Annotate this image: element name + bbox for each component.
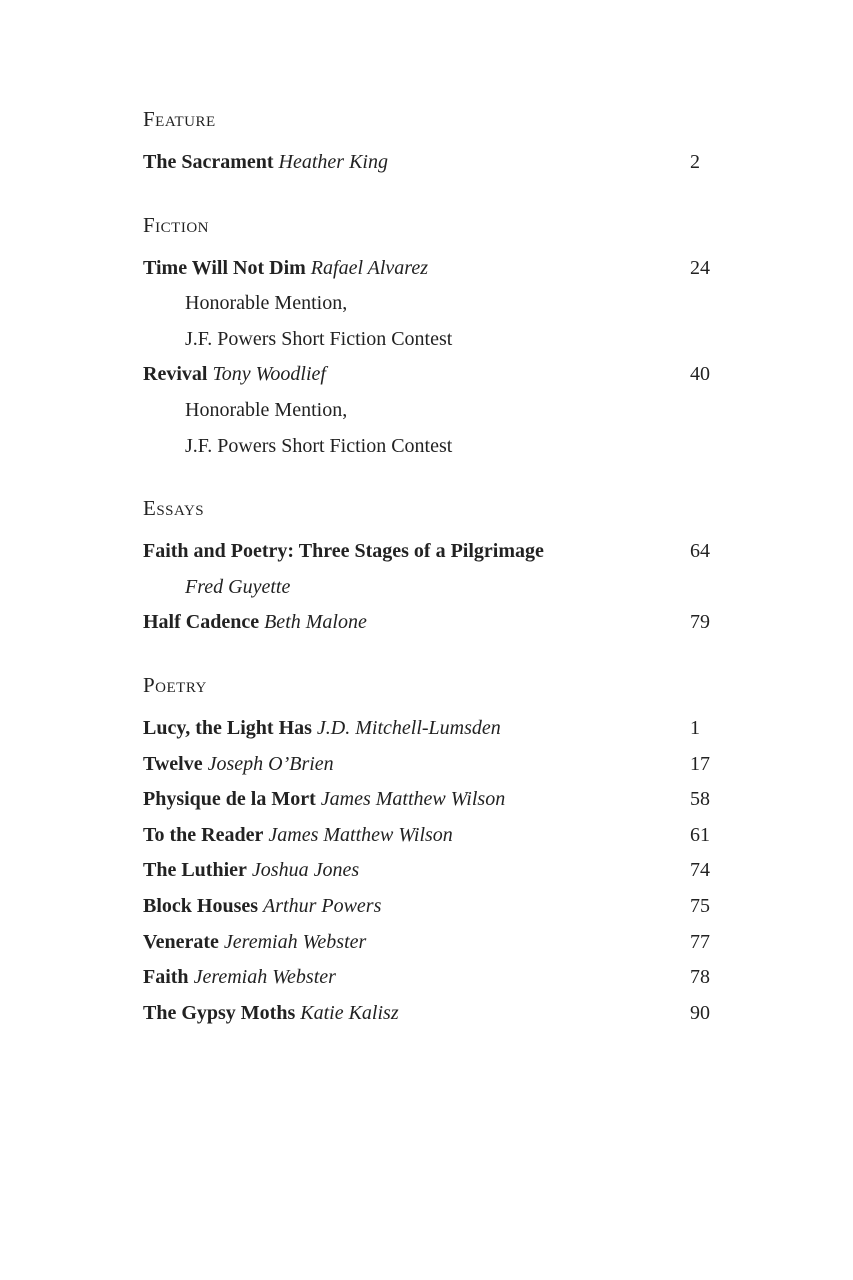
toc-entry[interactable] [143, 853, 718, 889]
toc-entry[interactable] [143, 747, 718, 783]
section-essays [143, 493, 718, 641]
entry-title: Twelve [143, 752, 203, 775]
section-heading: Feature [143, 107, 216, 131]
entry-author: Fred Guyette [185, 575, 291, 598]
entry-title: Venerate [143, 930, 219, 953]
entry-page-number: 79 [690, 611, 710, 634]
entry-author: Tony Woodlief [212, 363, 326, 386]
entry-page-number: 1 [690, 716, 700, 739]
entry-title: Revival [143, 363, 208, 386]
entry-page-number: 40 [690, 363, 710, 386]
section-heading: Fiction [143, 212, 210, 237]
entry-page-number: 17 [690, 752, 710, 775]
entry-page-number: 24 [690, 256, 710, 279]
entry-author: Joseph O’Brien [207, 752, 334, 775]
entry-title: The Sacrament [143, 151, 274, 173]
toc-entry[interactable] [143, 960, 718, 996]
entry-author: J.D. Mitchell-Lumsden [316, 716, 501, 739]
section-feature [143, 104, 718, 181]
entry-title: To the Reader [143, 823, 264, 846]
toc-entry[interactable] [143, 889, 718, 925]
entry-note: J.F. Powers Short Fiction Contest [185, 434, 453, 457]
entry-page-number: 58 [690, 788, 710, 811]
section-fiction [143, 210, 718, 465]
toc-entry[interactable] [143, 145, 718, 181]
entry-author: Beth Malone [264, 611, 367, 634]
table-of-contents [143, 104, 718, 1031]
entry-page-number: 77 [690, 930, 710, 953]
entry-page-number: 75 [690, 894, 710, 917]
entry-title: The Luthier [143, 859, 247, 882]
entry-note: Honorable Mention, [185, 398, 348, 421]
entry-author: Joshua Jones [251, 859, 360, 882]
entry-author: James Matthew Wilson [320, 788, 506, 811]
entry-author: Arthur Powers [263, 894, 382, 917]
toc-entry[interactable] [143, 534, 718, 570]
toc-entry[interactable] [143, 357, 718, 393]
toc-entry[interactable] [143, 818, 718, 854]
entry-title: Faith and Poetry: Three Stages of a Pilgrimage [143, 540, 544, 563]
entry-note: J.F. Powers Short Fiction Contest [185, 327, 453, 350]
entry-author: Jeremiah Webster [223, 930, 367, 953]
entry-page-number: 61 [690, 823, 710, 846]
entry-page-number: 2 [690, 151, 700, 173]
toc-entry[interactable] [143, 251, 718, 287]
entry-page-number: 90 [690, 1001, 710, 1024]
entry-page-number: 64 [690, 540, 710, 563]
toc-entry[interactable] [143, 605, 718, 641]
entry-author: Jeremiah Webster [193, 966, 336, 989]
entry-title: Faith [143, 966, 189, 989]
entry-title: The Gypsy Moths [143, 1001, 296, 1024]
toc-entry[interactable] [143, 996, 718, 1032]
entry-title: Physique de la Mort [143, 788, 316, 811]
entry-author: James Matthew Wilson [268, 823, 453, 846]
entry-title: Half Cadence [143, 611, 260, 634]
toc-entry[interactable] [143, 782, 718, 818]
section-poetry [143, 670, 718, 1031]
toc-entry[interactable] [143, 711, 718, 747]
entry-page-number: 78 [690, 966, 710, 989]
section-heading: Essays [143, 496, 205, 521]
entry-page-number: 74 [690, 859, 710, 882]
section-heading: Poetry [143, 672, 207, 697]
toc-entry[interactable] [143, 925, 718, 961]
entry-title: Time Will Not Dim [143, 256, 306, 279]
entry-title: Block Houses [143, 894, 259, 917]
entry-author: Heather King [278, 151, 388, 173]
entry-author: Rafael Alvarez [310, 256, 428, 279]
entry-author: Katie Kalisz [300, 1001, 399, 1024]
entry-note: Honorable Mention, [185, 292, 348, 315]
entry-title: Lucy, the Light Has [143, 716, 312, 739]
